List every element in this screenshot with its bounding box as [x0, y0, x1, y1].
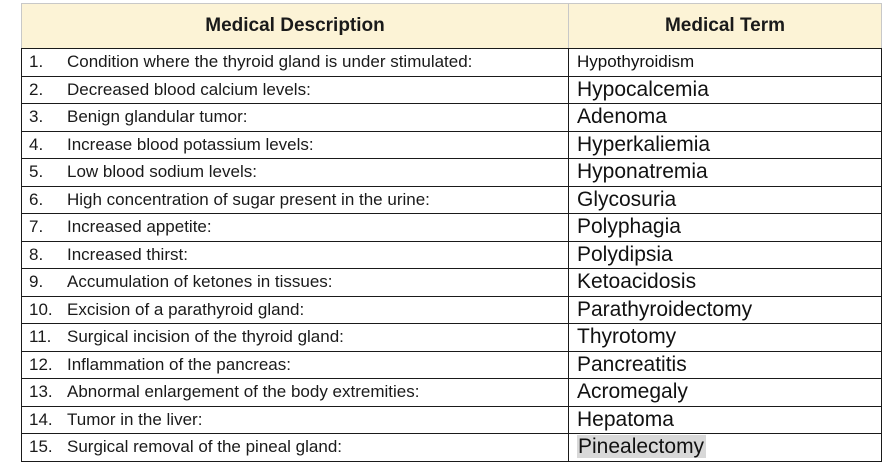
description-cell: [22, 159, 569, 187]
description-text: Abnormal enlargement of the body extremities:: [67, 382, 420, 402]
term-cell: Hyperkaliemia: [569, 131, 882, 159]
description-cell: [22, 434, 569, 462]
description-cell: [22, 131, 569, 159]
header-medical-description: Medical Description: [22, 4, 569, 49]
table-row: [22, 379, 882, 407]
description-cell: [22, 379, 569, 407]
row-number: 4.: [29, 134, 44, 154]
table-row: [22, 76, 882, 104]
description-text: Increased thirst:: [67, 244, 188, 264]
term-cell: Thyrotomy: [569, 324, 882, 352]
description-cell: [22, 186, 569, 214]
row-number: 1.: [29, 52, 44, 72]
row-number: 15.: [29, 437, 53, 457]
description-text: Decreased blood calcium levels:: [67, 79, 311, 99]
term-cell: Pancreatitis: [569, 351, 882, 379]
term-cell: Hypocalcemia: [569, 76, 882, 104]
row-number: 10.: [29, 299, 53, 319]
table-row: [22, 351, 882, 379]
term-cell: Acromegaly: [569, 379, 882, 407]
table-row: [22, 296, 882, 324]
medical-terms-table: [21, 3, 882, 462]
description-cell: [22, 214, 569, 242]
table-header-row: [22, 4, 882, 49]
description-text: High concentration of sugar present in the urine:: [67, 189, 430, 209]
description-cell: [22, 104, 569, 132]
description-text: Low blood sodium levels:: [67, 162, 257, 182]
table-row: [22, 241, 882, 269]
description-text: Increase blood potassium levels:: [67, 134, 314, 154]
row-number: 13.: [29, 382, 53, 402]
table-row: [22, 104, 882, 132]
description-cell: [22, 296, 569, 324]
table-row: [22, 324, 882, 352]
term-cell: Polydipsia: [569, 241, 882, 269]
row-number: 8.: [29, 244, 44, 264]
term-cell: Adenoma: [569, 104, 882, 132]
term-cell: Parathyroidectomy: [569, 296, 882, 324]
row-number: 11.: [29, 327, 52, 347]
description-text: Inflammation of the pancreas:: [67, 354, 291, 374]
term-cell: Polyphagia: [569, 214, 882, 242]
row-number: 14.: [29, 409, 53, 429]
description-cell: [22, 351, 569, 379]
row-number: 5.: [29, 162, 44, 182]
row-number: 3.: [29, 107, 44, 127]
description-cell: [22, 324, 569, 352]
description-text: Surgical removal of the pineal gland:: [67, 437, 342, 457]
description-text: Surgical incision of the thyroid gland:: [67, 327, 344, 347]
description-cell: [22, 76, 569, 104]
row-number: 12.: [29, 354, 53, 374]
description-cell: [22, 49, 569, 77]
row-number: 2.: [29, 79, 44, 99]
description-text: Benign glandular tumor:: [67, 107, 248, 127]
description-text: Condition where the thyroid gland is under stimulated:: [67, 52, 473, 72]
table-row: [22, 269, 882, 297]
table-row: [22, 131, 882, 159]
description-text: Tumor in the liver:: [67, 409, 203, 429]
description-text: Accumulation of ketones in tissues:: [67, 272, 333, 292]
row-number: 7.: [29, 217, 44, 237]
description-cell: [22, 406, 569, 434]
term-cell: Hypothyroidism: [569, 49, 882, 77]
description-text: Excision of a parathyroid gland:: [67, 299, 305, 319]
term-cell: Hyponatremia: [569, 159, 882, 187]
term-cell: Glycosuria: [569, 186, 882, 214]
term-cell: Hepatoma: [569, 406, 882, 434]
table-row: [22, 159, 882, 187]
header-medical-term: Medical Term: [569, 4, 882, 49]
term-cell: [569, 434, 882, 462]
description-cell: [22, 241, 569, 269]
row-number: 9.: [29, 272, 44, 292]
table-row: [22, 434, 882, 462]
description-text: Increased appetite:: [67, 217, 212, 237]
highlighted-term: Pinealectomy: [578, 435, 705, 459]
table-row: [22, 186, 882, 214]
table-row: [22, 49, 882, 77]
description-cell: [22, 269, 569, 297]
row-number: 6.: [29, 189, 44, 209]
term-cell: Ketoacidosis: [569, 269, 882, 297]
table-row: [22, 214, 882, 242]
table-row: [22, 406, 882, 434]
